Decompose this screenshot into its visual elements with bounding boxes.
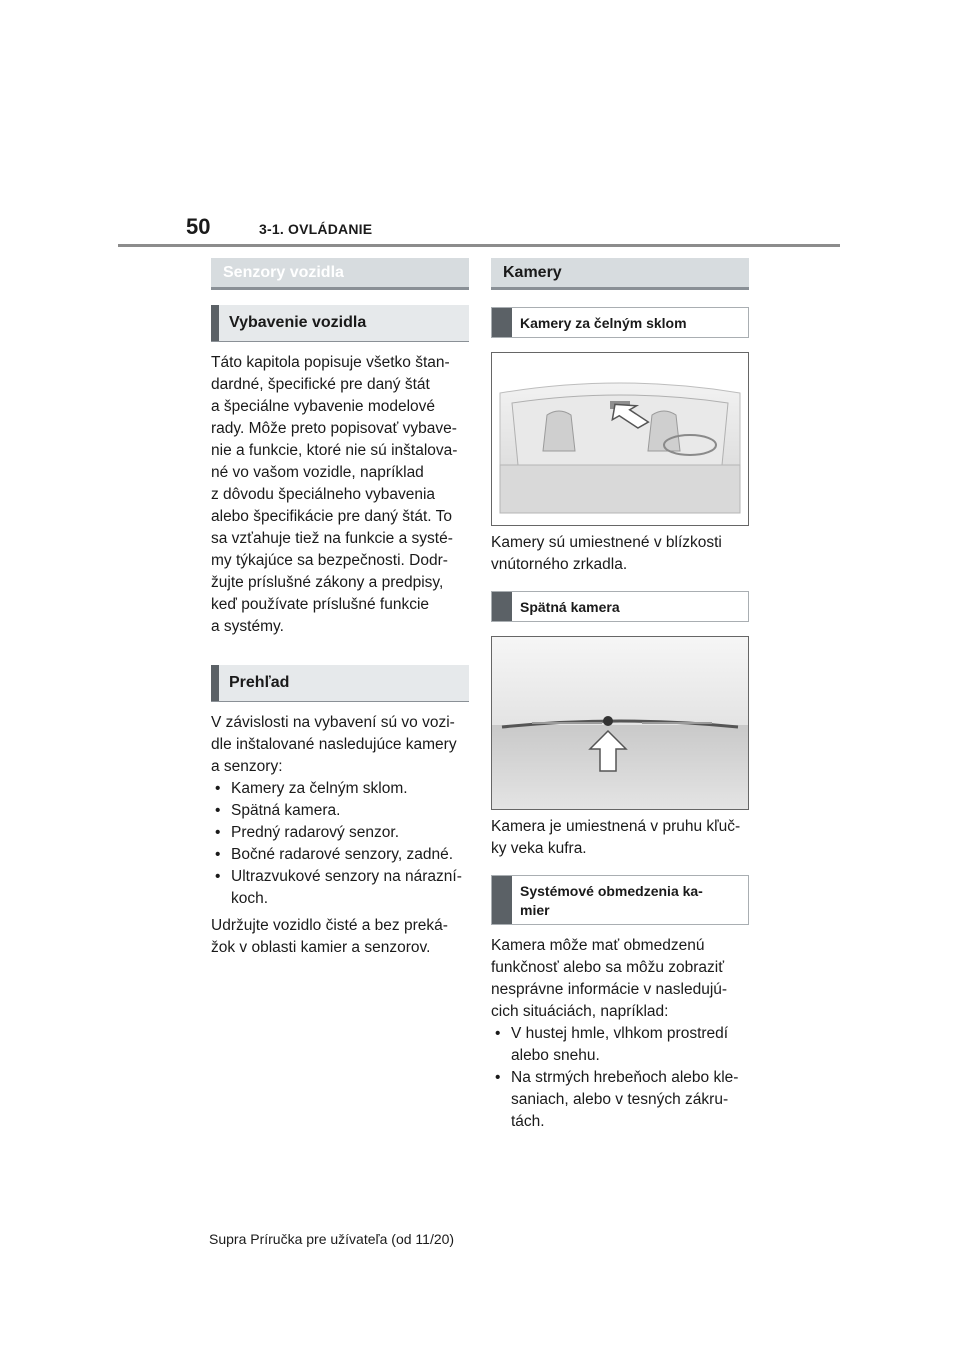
list-item-text: V hustej hmle, vlhkom prostredí	[511, 1025, 729, 1042]
right-column	[491, 258, 749, 1133]
trunk-lid-image	[492, 637, 748, 809]
text-line: rady. Môže preto popisovať vybave-	[211, 420, 457, 437]
text-line: né vo vašom vozidle, napríklad	[211, 464, 424, 481]
vybavenie-paragraph	[211, 352, 469, 638]
text-line: z dôvodu špeciálneho vybavenia	[211, 486, 436, 503]
prehlad-intro	[211, 712, 469, 778]
text-line: Udržujte vozidlo čisté a bez preká-	[211, 917, 448, 934]
text-line: sa vzťahuje tiež na funkcie a systé-	[211, 530, 453, 547]
text-line: cich situáciách, napríklad:	[491, 1003, 669, 1020]
text-line: funkčnosť alebo sa môžu zobraziť	[491, 959, 725, 976]
subsection-title	[512, 876, 711, 924]
windshield-camera-heading	[491, 307, 749, 338]
rear-camera-heading	[491, 591, 749, 622]
list-item-text: saniach, alebo v tesných zákru-	[511, 1091, 729, 1108]
heading-bar	[492, 592, 512, 621]
text-line: a senzory:	[211, 758, 283, 775]
title-line: Systémové obmedzenia ka-	[520, 883, 703, 899]
list-item: • Kamery za čelným sklom.	[211, 778, 469, 800]
subsection-title: Spätná kamera	[520, 599, 620, 615]
text-line: vnútorného zrkadla.	[491, 556, 628, 573]
text-line: nesprávne informácie v nasledujú-	[491, 981, 728, 998]
car-interior-image	[492, 353, 748, 525]
list-item-text: tách.	[511, 1113, 545, 1130]
text-line: ky veka kufra.	[491, 840, 587, 857]
text-line: Kamera je umiestnená v pruhu kľuč-	[491, 818, 741, 835]
text-line: žujte príslušné zákony a predpisy,	[211, 574, 444, 591]
title-line: mier	[520, 902, 550, 918]
list-item: • Spätná kamera.	[211, 800, 469, 822]
subsection-title: Prehľad	[229, 674, 290, 691]
limits-intro	[491, 935, 749, 1023]
footer-text: Supra Príručka pre užívateľa (od 11/20)	[209, 1231, 455, 1247]
windshield-camera-illustration	[491, 352, 749, 526]
text-line: dardné, špecifické pre daný štát	[211, 376, 430, 393]
section-title-senzory: Senzory vozidla	[211, 258, 469, 290]
prehlad-outro	[211, 915, 469, 959]
windshield-caption	[491, 532, 749, 576]
left-column	[211, 258, 469, 959]
subsection-vybavenie-heading	[211, 305, 469, 342]
heading-bar	[211, 665, 219, 701]
list-item: • Predný radarový senzor.	[211, 822, 469, 844]
list-item-text: alebo snehu.	[511, 1047, 600, 1064]
text-line: dle inštalované nasledujúce kamery	[211, 736, 457, 753]
limits-list	[491, 1023, 749, 1133]
heading-bar	[211, 305, 219, 341]
list-item-continuation: koch.	[231, 890, 269, 907]
text-line: my týkajúce sa bezpečnosti. Dodr-	[211, 552, 448, 569]
text-line: nie a funkcie, ktoré nie sú inštalova-	[211, 442, 458, 459]
subsection-title: Kamery za čelným sklom	[520, 315, 687, 331]
page-number: 50	[186, 214, 211, 239]
chapter-title: 3-1. OVLÁDANIE	[259, 221, 373, 237]
rear-caption	[491, 816, 749, 860]
header-rule	[118, 244, 840, 247]
section-title-kamery: Kamery	[491, 258, 749, 290]
text-line: Táto kapitola popisuje všetko štan-	[211, 354, 450, 371]
text-line: keď používate príslušné funkcie	[211, 596, 430, 613]
text-line: a špeciálne vybavenie modelové	[211, 398, 436, 415]
text-line: a systémy.	[211, 618, 284, 635]
list-item	[491, 1067, 749, 1133]
list-item-text: Na strmých hrebeňoch alebo kle-	[511, 1069, 739, 1086]
list-item	[491, 1023, 749, 1067]
list-item: • Bočné radarové senzory, zadné.	[211, 844, 469, 866]
list-item-text: Ultrazvukové senzory na nárazní-	[231, 868, 462, 885]
subsection-prehlad-heading	[211, 665, 469, 702]
limits-heading	[491, 875, 749, 925]
subsection-title: Vybavenie vozidla	[229, 314, 367, 331]
text-line: Kamery sú umiestnené v blízkosti	[491, 534, 722, 551]
text-line: žok v oblasti kamier a senzorov.	[211, 939, 431, 956]
list-item	[211, 866, 469, 910]
heading-bar	[492, 876, 512, 924]
sensor-list	[211, 778, 469, 910]
rear-camera-illustration	[491, 636, 749, 810]
text-line: alebo špecifikácie pre daný štát. To	[211, 508, 452, 525]
heading-bar	[492, 308, 512, 337]
text-line: Kamera môže mať obmedzenú	[491, 937, 705, 954]
text-line: V závislosti na vybavení sú vo vozi-	[211, 714, 455, 731]
